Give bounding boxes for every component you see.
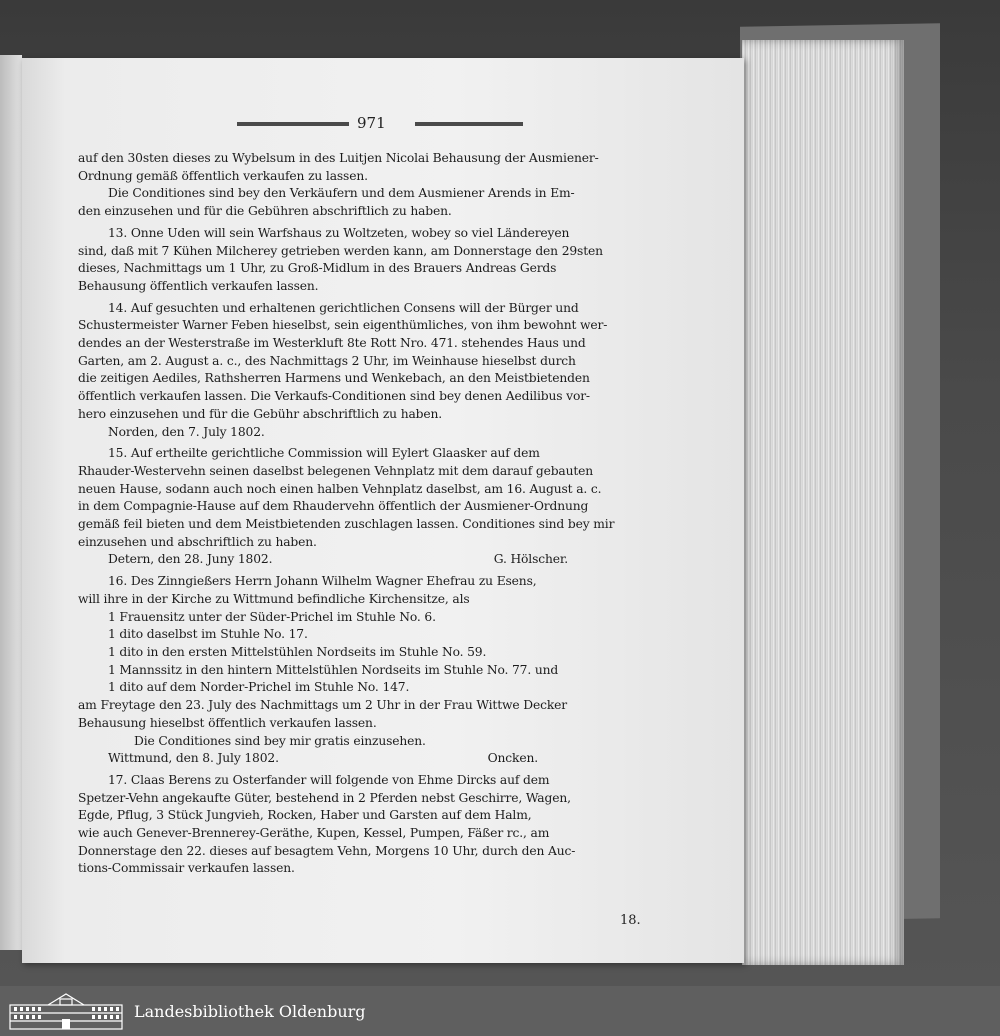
header-rule-right — [415, 122, 523, 126]
text-line: 1 dito daselbst im Stuhle No. 17. — [108, 627, 308, 642]
text-line — [78, 551, 678, 569]
text-line: 1 dito auf dem Norder-Prichel im Stuhle No. 147. — [108, 680, 410, 695]
text-line: auf den 30sten dieses zu Wybelsum in des Luitjen Nicolai Behausung der Ausmiener- — [78, 151, 599, 165]
catchword: 18. — [620, 913, 641, 928]
page-body-text — [78, 150, 678, 878]
text-line: den einzusehen und für die Gebühren abschriftlich zu haben. — [78, 204, 452, 219]
text-line: Schustermeister Warner Feben hieselbst, sein eigenthümliches, von ihm bewohnt wer- — [78, 318, 608, 333]
place-date: Wittmund, den 8. July 1802. — [108, 751, 279, 766]
text-line: 16. Des Zinngießers Herrn Johann Wilhelm Wagner Ehefrau zu Esens, — [108, 574, 537, 589]
text-line: in dem Compagnie-Hause auf dem Rhaudervehn öffentlich der Ausmiener-Ordnung — [78, 499, 589, 514]
text-line: einzusehen und abschriftlich zu haben. — [78, 534, 317, 549]
page-stack — [742, 40, 904, 965]
text-line: Norden, den 7. July 1802. — [108, 424, 265, 439]
text-line: will ihre in der Kirche zu Wittmund befindliche Kirchensitze, als — [78, 591, 470, 606]
text-line: am Freytage den 23. July des Nachmittags um 2 Uhr in der Frau Wittwe Decker — [78, 698, 568, 713]
library-building-icon — [8, 991, 124, 1031]
text-line: Ordnung gemäß öffentlich verkaufen zu lassen. — [78, 168, 368, 183]
text-line: dendes an der Westerstraße im Westerkluft 8te Rott Nro. 471. stehendes Haus und — [78, 336, 586, 351]
text-line: 1 Mannssitz in den hintern Mittelstühlen Nordseits im Stuhle No. 77. und — [108, 662, 559, 677]
text-line: öffentlich verkaufen lassen. Die Verkaufs-Conditionen sind bey denen Aedilibus vor- — [78, 389, 590, 404]
signature: Oncken. — [487, 751, 538, 766]
text-line: sind, daß mit 7 Kühen Milcherey getrieben werden kann, am Donnerstage den 29sten — [78, 243, 603, 258]
left-page-edge — [0, 55, 22, 950]
text-line: 14. Auf gesuchten und erhaltenen gerichtlichen Consens will der Bürger und — [108, 300, 579, 315]
text-line: wie auch Genever-Brennerey-Geräthe, Kupen, Kessel, Pumpen, Fäßer rc., am — [78, 826, 550, 841]
text-line: Behausung öffentlich verkaufen lassen. — [78, 278, 319, 293]
text-line: Garten, am 2. August a. c., des Nachmittags 2 Uhr, im Weinhause hieselbst durch — [78, 353, 576, 368]
text-line — [78, 750, 678, 768]
text-line: Rhauder-Westervehn seinen daselbst belegenen Vehnplatz mit dem darauf gebauten — [78, 463, 594, 478]
text-line: Die Conditiones sind bey den Verkäufern und dem Ausmiener Arends in Em- — [108, 186, 575, 201]
text-line: Donnerstage den 22. dieses auf besagtem Vehn, Morgens 10 Uhr, durch den Auc- — [78, 843, 576, 858]
text-line: die zeitigen Aediles, Rathsherren Harmens und Wenkebach, an den Meistbietenden — [78, 371, 590, 386]
text-line: Spetzer-Vehn angekaufte Güter, bestehend in 2 Pferden nebst Geschirre, Wagen, — [78, 790, 571, 805]
text-line: 1 dito in den ersten Mittelstühlen Nordseits im Stuhle No. 59. — [108, 644, 487, 659]
text-line: Die Conditiones sind bey mir gratis einzusehen. — [134, 733, 426, 748]
text-line: 15. Auf ertheilte gerichtliche Commission will Eylert Glaasker auf dem — [108, 446, 540, 461]
text-line: dieses, Nachmittags um 1 Uhr, zu Groß-Midlum in des Brauers Andreas Gerds — [78, 261, 557, 276]
text-line: tions-Commissair verkaufen lassen. — [78, 861, 295, 876]
place-date: Detern, den 28. Juny 1802. — [108, 552, 273, 567]
text-line: neuen Hause, sodann auch noch einen halben Vehnplatz daselbst, am 16. August a. c. — [78, 481, 602, 496]
text-line: hero einzusehen und für die Gebühr abschriftlich zu haben. — [78, 406, 443, 421]
text-line: 17. Claas Berens zu Osterfander will folgende von Ehme Dircks auf dem — [108, 772, 550, 787]
text-line: 13. Onne Uden will sein Warfshaus zu Woltzeten, wobey so viel Ländereyen — [108, 225, 570, 240]
page-header — [237, 114, 537, 132]
text-line: Behausung hieselbst öffentlich verkaufen lassen. — [78, 715, 377, 730]
header-rule-left — [237, 122, 349, 126]
text-line: Egde, Pflug, 3 Stück Jungvieh, Rocken, Haber und Garsten auf dem Halm, — [78, 808, 532, 823]
page-number: 971 — [357, 114, 386, 132]
text-line: gemäß feil bieten und dem Meistbietenden zuschlagen lassen. Conditiones sind bey mir — [78, 517, 615, 532]
library-name: Landesbibliothek Oldenburg — [134, 1001, 366, 1021]
text-line: 1 Frauensitz unter der Süder-Prichel im Stuhle No. 6. — [108, 609, 436, 624]
book-page — [22, 58, 744, 963]
signature: G. Hölscher. — [493, 552, 568, 567]
footer-bar — [0, 986, 1000, 1036]
